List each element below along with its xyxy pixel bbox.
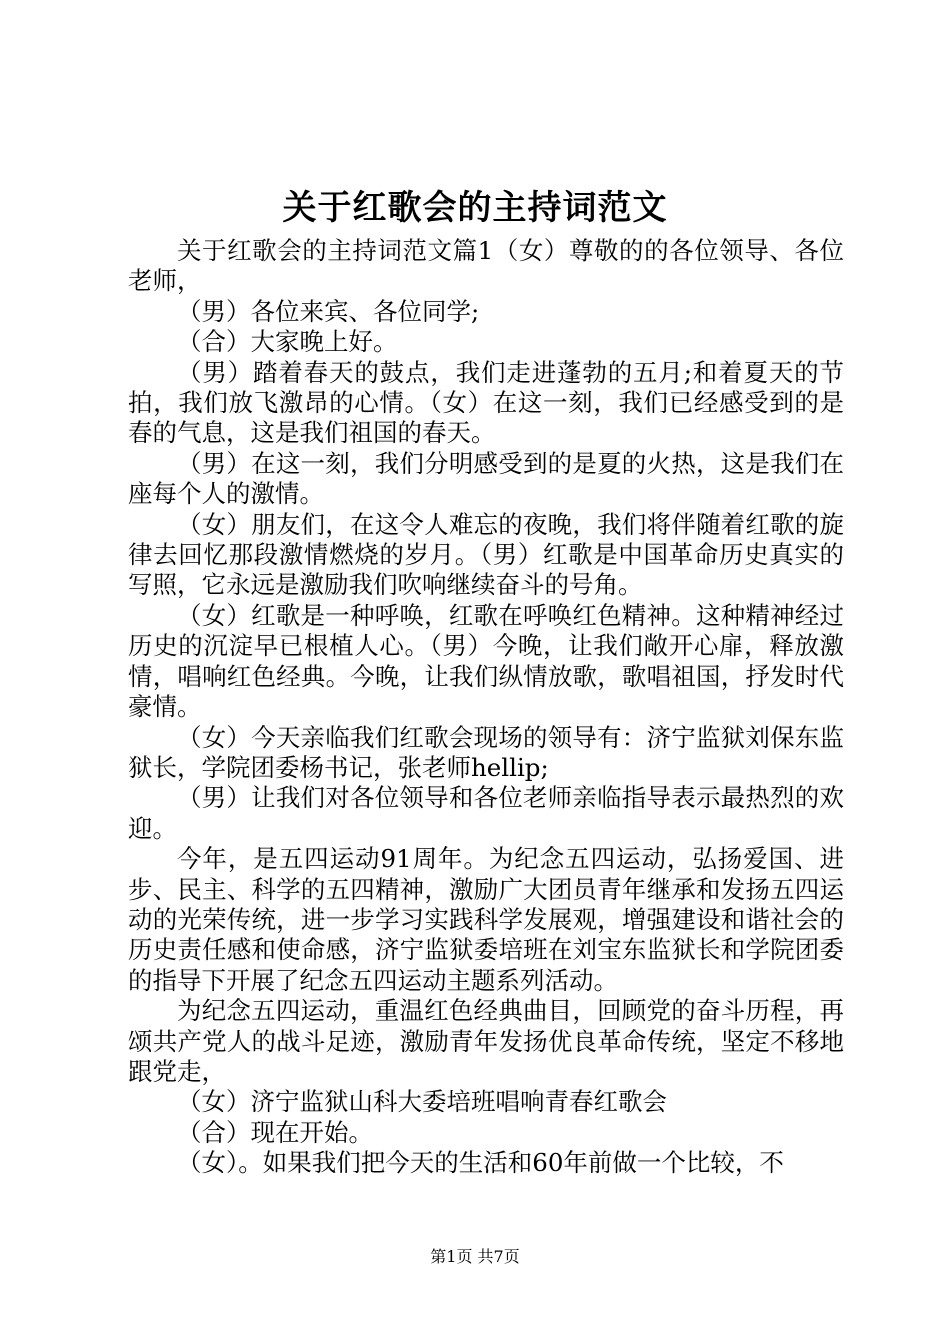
paragraph: （男）让我们对各位领导和各位老师亲临指导表示最热烈的欢迎。 bbox=[128, 783, 844, 843]
paragraph: （男）踏着春天的鼓点，我们走进蓬勃的五月;和着夏天的节拍，我们放飞激昂的心情。（女）在这一刻，我们已经感受到的是春的气息，这是我们祖国的春天。 bbox=[128, 357, 844, 448]
paragraph: （女）红歌是一种呼唤，红歌在呼唤红色精神。这种精神经过历史的沉淀早已根植人心。（男）今晚，让我们敞开心扉，释放激情，唱响红色经典。今晚，让我们纵情放歌，歌唱祖国，抒发时代豪情。 bbox=[128, 600, 844, 722]
paragraph: 今年，是五四运动91周年。为纪念五四运动，弘扬爱国、进步、民主、科学的五四精神，激励广大团员青年继承和发扬五四运动的光荣传统，进一步学习实践科学发展观，增强建设和谐社会的历史责任感和使命感，济宁监狱委培班在刘宝东监狱长和学院团委的指导下开展了纪念五四运动主题系列活动。 bbox=[128, 844, 844, 995]
paragraph: （男）在这一刻，我们分明感受到的是夏的火热，这是我们在座每个人的激情。 bbox=[128, 448, 844, 509]
paragraph: 关于红歌会的主持词范文篇1（女）尊敬的的各位领导、各位老师， bbox=[128, 236, 844, 296]
paragraph: （女）。如果我们把今天的生活和60年前做一个比较，不 bbox=[177, 1148, 784, 1178]
document-title: 关于红歌会的主持词范文 bbox=[282, 188, 668, 228]
paragraph: （合）现在开始。 bbox=[177, 1117, 373, 1147]
paragraph: （合）大家晚上好。 bbox=[177, 327, 398, 357]
paragraph: （女）朋友们，在这令人难忘的夜晚，我们将伴随着红歌的旋律去回忆那段激情燃烧的岁月。（男）红歌是中国革命历史真实的写照，它永远是激励我们吹响继续奋斗的号角。 bbox=[128, 509, 844, 600]
paragraph: （女）济宁监狱山科大委培班唱响青春红歌会 bbox=[177, 1087, 667, 1117]
paragraph: （男）各位来宾、各位同学; bbox=[177, 296, 480, 326]
paragraph: （女）今天亲临我们红歌会现场的领导有：济宁监狱刘保东监狱长，学院团委杨书记，张老师hellip; bbox=[128, 722, 844, 782]
page-footer: 第1页 共7页 bbox=[430, 1247, 520, 1266]
paragraph: 为纪念五四运动，重温红色经典曲目，回顾党的奋斗历程，再颂共产党人的战斗足迹，激励青年发扬优良革命传统，坚定不移地跟党走， bbox=[128, 996, 844, 1086]
document-body bbox=[128, 236, 844, 1179]
